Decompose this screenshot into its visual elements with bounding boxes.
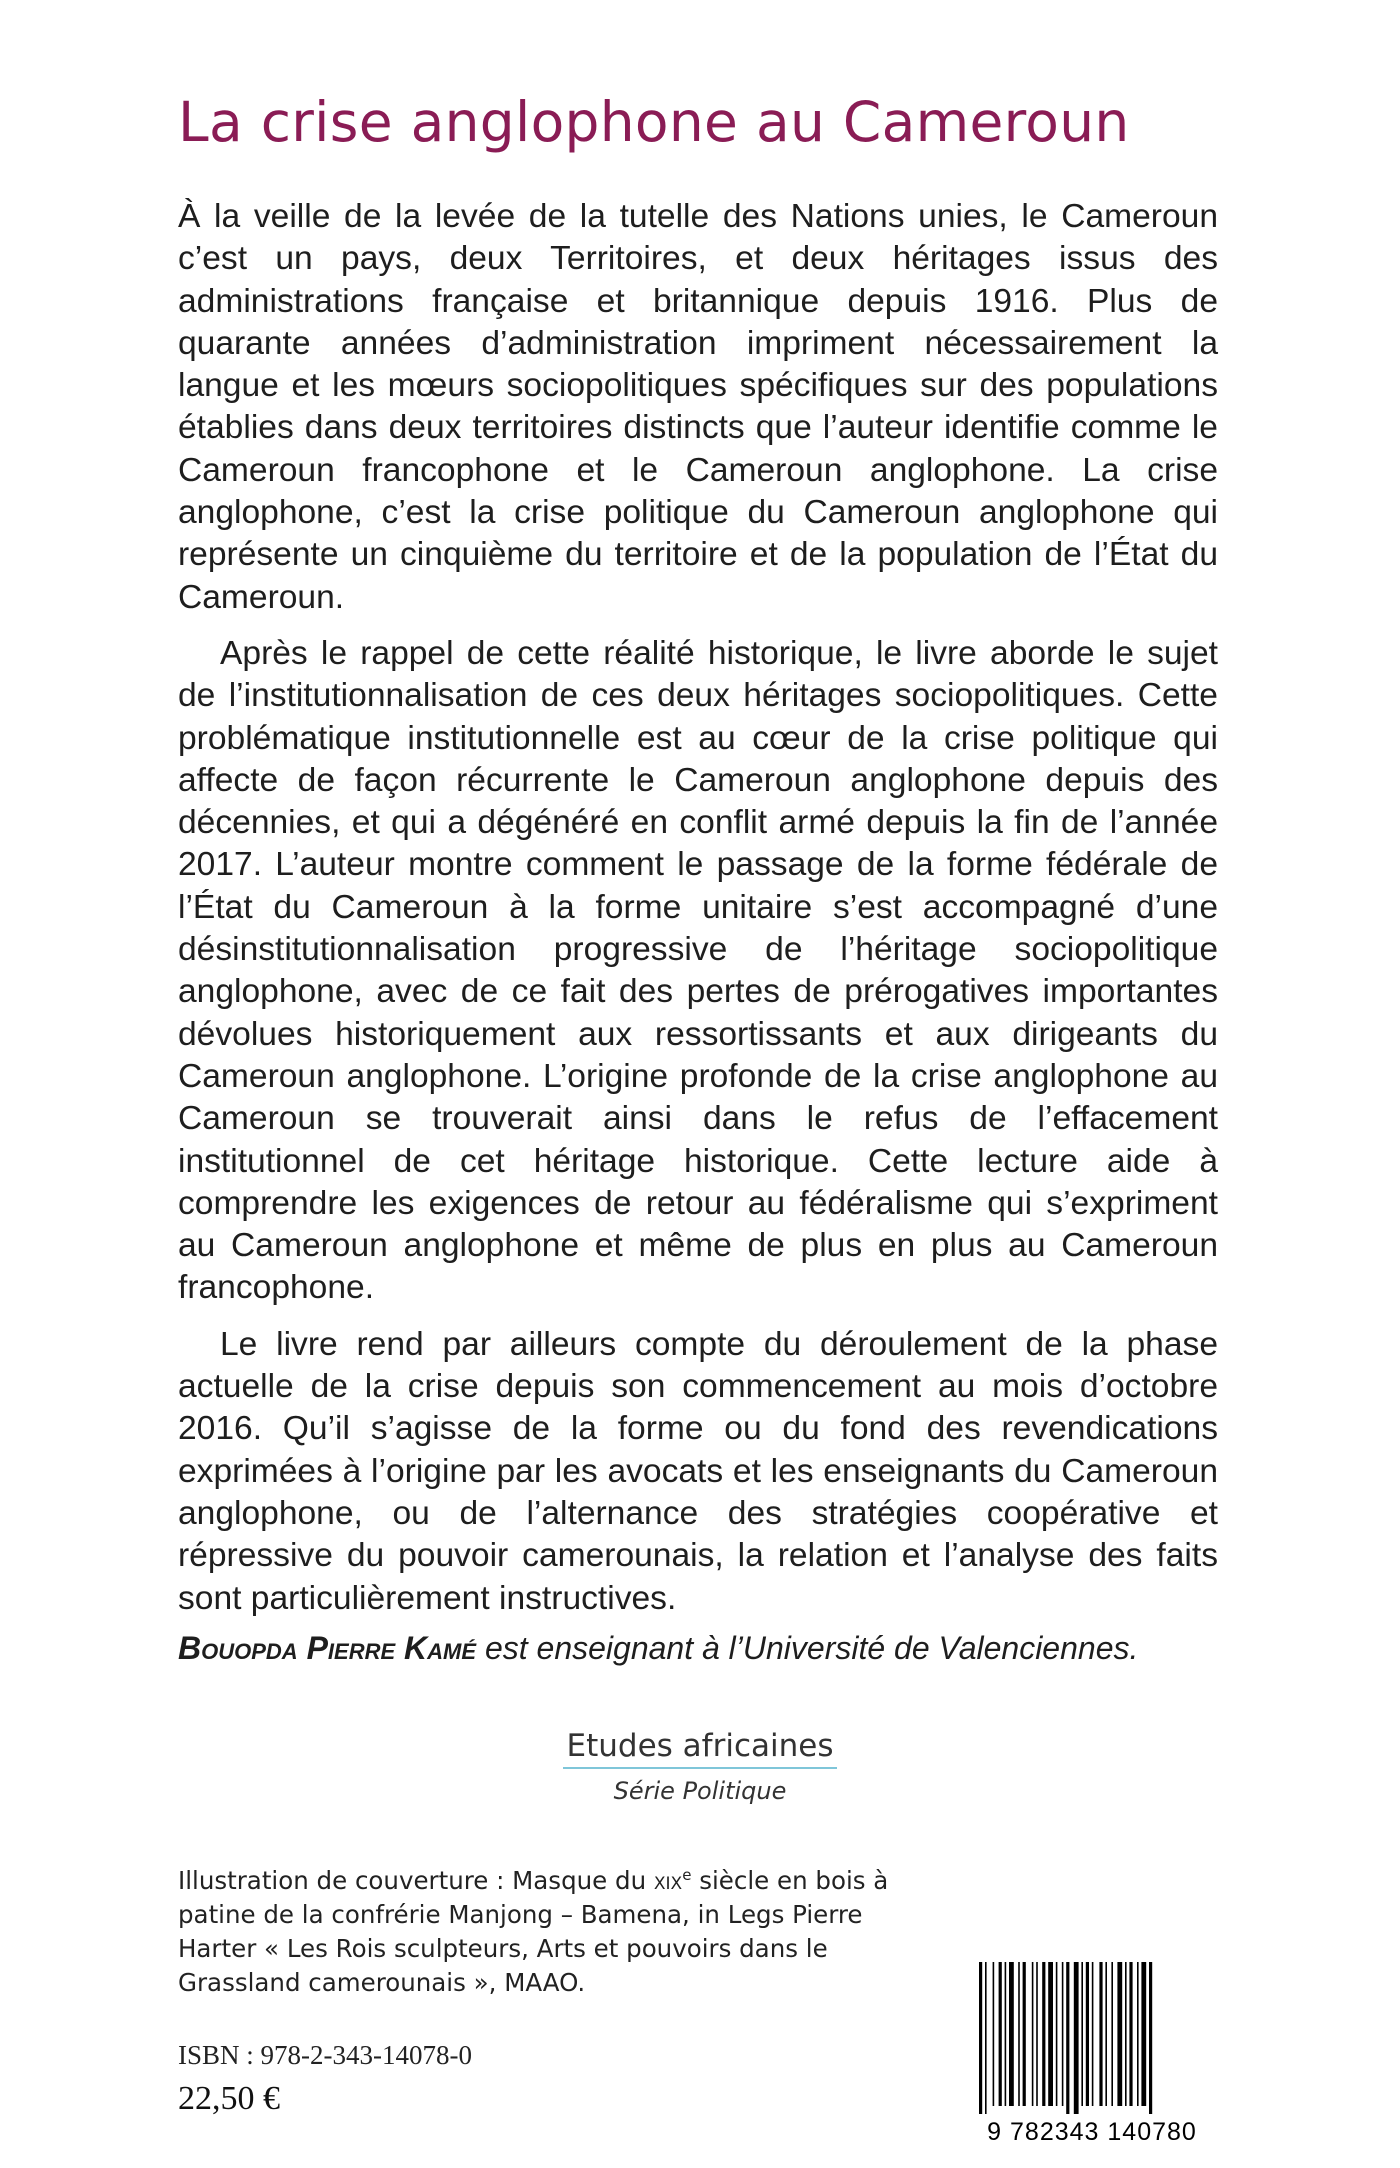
barcode-bar [1141,1962,1146,2106]
summary-paragraph-2: Après le rappel de cette réalité historique, le livre aborde le sujet de l’institutionnalisation de ces deux héritages sociopolitiques. Cette problématique institutionnelle est au cœur de la crise politique qui affecte de façon récurrente le Cameroun anglophone depuis des décennies, et qui a dégénéré en conflit armé depuis la fin de l’année 2017. L’auteur montre comment le passage de la forme fédérale de l’État du Cameroun à la forme unitaire s’est accompagné d’une désinstitutionnalisation progressive de l’héritage sociopolitique anglophone, avec de ce fait des pertes de prérogatives importantes dévolues historiquement aux ressortissants et aux dirigeants du Cameroun anglophone. L’origine profonde de la crise anglophone au Cameroun se trouverait ainsi dans le refus de l’effacement institutionnel de cet héritage historique. Cette lecture aide à comprendre les exigences de retour au fédéralisme qui s’expriment au Cameroun anglophone et même de plus en plus au Cameroun francophone. [178,634,1218,1307]
barcode-bar [1137,1962,1139,2106]
barcode-bar [1125,1962,1127,2106]
barcode-bar [1062,1962,1064,2106]
barcode-bar [1066,1962,1069,2114]
barcode-bar [999,1962,1002,2106]
series-subtitle: Série Politique [613,1777,787,1805]
barcode-bar [1009,1962,1014,2106]
barcode-bar [1111,1962,1113,2106]
barcode-digits: 9 782343 140780 [987,2118,1197,2146]
price: 22,50 € [178,2080,280,2117]
barcode-bar [1074,1962,1079,2114]
barcode-bar [979,1962,982,2114]
barcode-bar [1129,1962,1132,2106]
back-cover-summary [178,196,1218,1634]
barcode-bars-graphic [967,1958,1217,2118]
barcode-bar [1092,1962,1094,2106]
isbn: ISBN : 978-2-343-14078-0 [178,2040,472,2070]
barcode-bar [1048,1962,1053,2106]
author-last-name: Bouopda [178,1630,298,1666]
author-first-name: Pierre [306,1630,396,1666]
author-note [178,1630,1278,1667]
barcode-bar [1036,1962,1038,2106]
barcode-bar [1005,1962,1007,2106]
barcode-bar [1042,1962,1045,2106]
barcode-bar [1081,1962,1083,2106]
credit-century: xix [653,1866,683,1896]
credit-text-start: Illustration de couverture : Masque du [178,1866,654,1896]
summary-paragraph-1: À la veille de la levée de la tutelle des Nations unies, le Cameroun c’est un pays, deux Territoires, et deux héritages issus des administrations française et britannique depuis 1916. Plus de quarante années d’administration impriment nécessairement la langue et les mœurs sociopolitiques spécifiques sur des populations établies dans deux territoires distincts que l’auteur identifie comme le Cameroun francophone et le Cameroun anglophone. La crise anglophone, c’est la crise politique du Cameroun anglophone qui représente un cinquième du territoire et de la population de l’État du Cameroun. [178,198,1218,616]
barcode-bar [1105,1962,1107,2106]
barcode-bar [1099,1962,1102,2106]
barcode-bar [985,1962,987,2114]
author-bio: est enseignant à l’Université de Valenciennes. [484,1630,1139,1666]
credit-century-sup: e [682,1866,692,1884]
barcode [967,1958,1217,2148]
series-name: Etudes africaines [563,1728,838,1769]
cover-illustration-credit [178,1858,938,2000]
barcode-bar [1023,1962,1026,2106]
summary-paragraph-3: Le livre rend par ailleurs compte du déroulement de la phase actuelle de la crise depuis son commencement au mois d’octobre 2016. Qu’il s’agisse de la forme ou du fond des revendications exprimées à l’origine par les avocats et les enseignants du Cameroun anglophone, ou de l’alternance des stratégies coopérative et répressive du pouvoir camerounais, la relation et l’analyse des faits sont particulièrement instructives. [178,1325,1218,1617]
book-title: La crise anglophone au Cameroun [178,90,1130,154]
barcode-bar [993,1962,995,2106]
barcode-bar [1056,1962,1058,2106]
author-second-name: Kamé [404,1630,477,1666]
barcode-bar [1149,1962,1152,2114]
barcode-bar [1032,1962,1034,2106]
barcode-bar [1117,1962,1122,2106]
barcode-bar [1018,1962,1020,2106]
series-block [0,1728,1400,1805]
barcode-bar [1086,1962,1089,2106]
credit-text-end: siècle en bois à patine de la confrérie Manjong – Bamena, in Legs Pierre Harter « Les Rois sculpteurs, Arts et pouvoirs dans le Grassland camerounais », MAAO. [178,1866,889,1998]
